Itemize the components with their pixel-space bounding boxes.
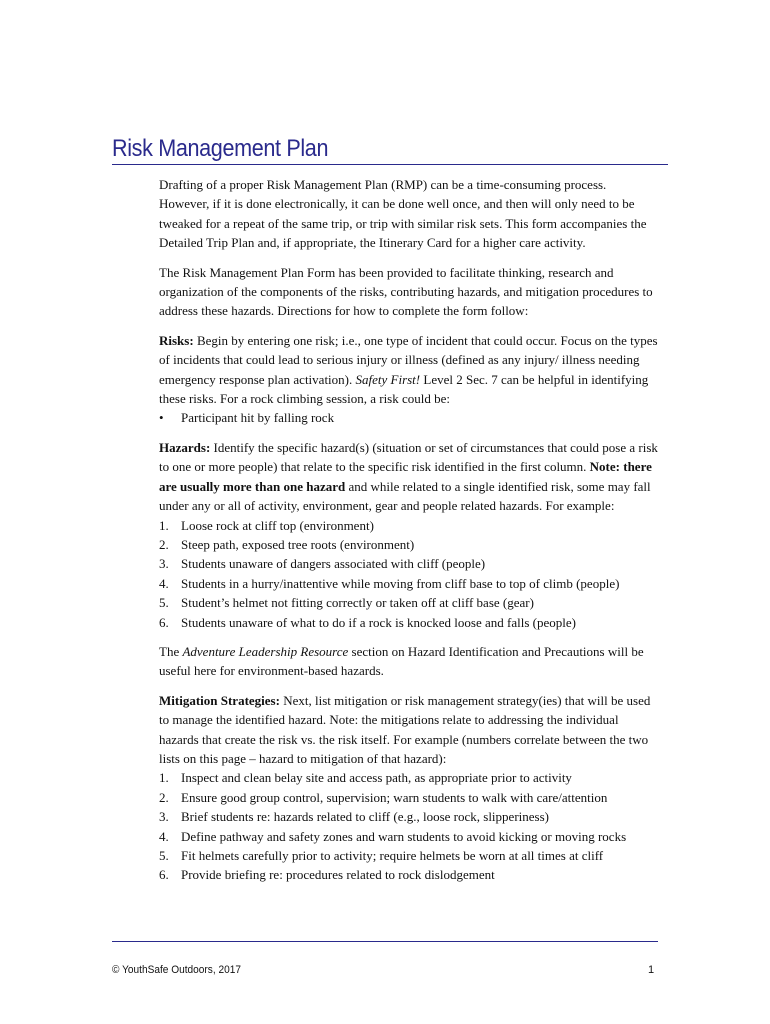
list-item [159, 613, 659, 632]
list-number: 4. [159, 575, 169, 591]
risks-text-2: Level 2 Sec. 7 can be helpful in identifying these risks. For a rock climbing session, a risk could be: [159, 371, 649, 407]
hazards-text-1: Identify the specific hazard(s) (situation or set of circumstances that could pose a risk to one or more people) that relate to the specific risk identified in the first column. [159, 439, 658, 475]
resource-text-post: section on Hazard Identification and Precautions will be useful here for environment-based hazards. [159, 643, 644, 679]
list-text: Define pathway and safety zones and warn students to avoid kicking or moving rocks [181, 828, 627, 844]
intro-paragraph: Drafting of a proper Risk Management Plan (RMP) can be a time-consuming process. However, if it is done electronically, it can be done well once, and then will only need to be tweaked for a repeat of the same trip, or trip with similar risk sets. This form accompanies the Detailed Trip Plan and, if appropriate, the Itinerary Card for a higher care activity. [159, 177, 647, 251]
list-number: 3. [159, 809, 169, 825]
list-item [159, 574, 659, 593]
list-number: 2. [159, 536, 169, 552]
list-number: 6. [159, 614, 169, 630]
list-item [159, 807, 659, 826]
list-item [159, 535, 659, 554]
page-title: Risk Management Plan [112, 135, 329, 162]
resource-paragraph [159, 642, 659, 681]
list-number: 1. [159, 517, 169, 533]
list-text: Inspect and clean belay site and access path, as appropriate prior to activity [181, 770, 572, 786]
mitigation-list [159, 768, 659, 884]
risks-example-list [159, 408, 659, 427]
list-item [159, 827, 659, 846]
list-item [159, 788, 659, 807]
hazards-label: Hazards: [159, 439, 211, 455]
list-number: 4. [159, 828, 169, 844]
list-text: Fit helmets carefully prior to activity; require helmets be worn at all times at cliff [181, 848, 604, 863]
title-divider [112, 164, 668, 165]
list-item [159, 516, 659, 535]
list-text: Student’s helmet not fitting correctly or taken off at cliff base (gear) [181, 595, 534, 611]
list-number: 2. [159, 789, 169, 805]
mitigation-text: Next, list mitigation or risk management strategy(ies) that will be used to manage the identified hazard. Note: the mitigations relate to addressing the individual hazards that create the risk vs. the risk itself. For example (numbers correlate between the two lists on this page – hazard to mitigation of that hazard): [159, 692, 651, 766]
list-item [159, 408, 659, 427]
mitigation-paragraph [159, 691, 659, 769]
hazards-text-2: and while related to a single identified risk, some may fall under any or all of activity, environment, gear and people related hazards. For example: [159, 478, 651, 514]
list-item [159, 865, 659, 884]
mitigation-label: Mitigation Strategies: [159, 692, 280, 708]
form-intro-paragraph: The Risk Management Plan Form has been provided to facilitate thinking, research and organization of the components of the risks, contributing hazards, and mitigation procedures to address these hazards. Directions for how to complete the form follow: [159, 264, 653, 319]
footer-divider [112, 941, 658, 942]
list-item [159, 768, 659, 787]
list-item [159, 593, 659, 612]
list-text: Brief students re: hazards related to cliff (e.g., loose rock, slipperiness) [181, 809, 549, 825]
list-text: Students unaware of what to do if a rock is knocked loose and falls (people) [181, 614, 576, 630]
list-text: Loose rock at cliff top (environment) [181, 517, 374, 533]
list-item [159, 846, 659, 865]
resource-text-pre: The [159, 643, 183, 659]
list-item [159, 554, 659, 573]
hazards-list [159, 516, 659, 632]
list-text: Provide briefing re: procedures related to rock dislodgement [181, 867, 495, 883]
footer-copyright: © YouthSafe Outdoors, 2017 [112, 964, 242, 976]
list-text: Students in a hurry/inattentive while moving from cliff base to top of climb (people) [181, 575, 620, 591]
risk-example: Participant hit by falling rock [181, 410, 335, 426]
resource-title: Adventure Leadership Resource [182, 643, 349, 659]
list-number: 3. [159, 556, 169, 572]
list-number: 1. [159, 770, 169, 786]
list-text: Students unaware of dangers associated with cliff (people) [181, 556, 486, 572]
hazards-paragraph [159, 438, 659, 516]
bullet-marker: • [159, 410, 164, 426]
risks-text-1: Begin by entering one risk; i.e., one type of incident that could occur. Focus on the types of incidents that could lead to serious injury or illness (defined as any injury/ illness needing emergency response plan activation). [159, 332, 658, 387]
safety-first-reference: Safety First! [355, 371, 421, 387]
list-number: 6. [159, 867, 169, 883]
risks-label: Risks: [159, 332, 194, 348]
hazards-note: Note: there are usually more than one hazard [159, 459, 652, 494]
document-body [159, 175, 659, 895]
list-number: 5. [159, 595, 169, 611]
list-text: Steep path, exposed tree roots (environment) [181, 536, 415, 552]
risks-paragraph [159, 331, 659, 409]
page-number: 1 [648, 964, 655, 976]
list-number: 5. [159, 848, 169, 863]
list-text: Ensure good group control, supervision; warn students to walk with care/attention [181, 789, 608, 805]
